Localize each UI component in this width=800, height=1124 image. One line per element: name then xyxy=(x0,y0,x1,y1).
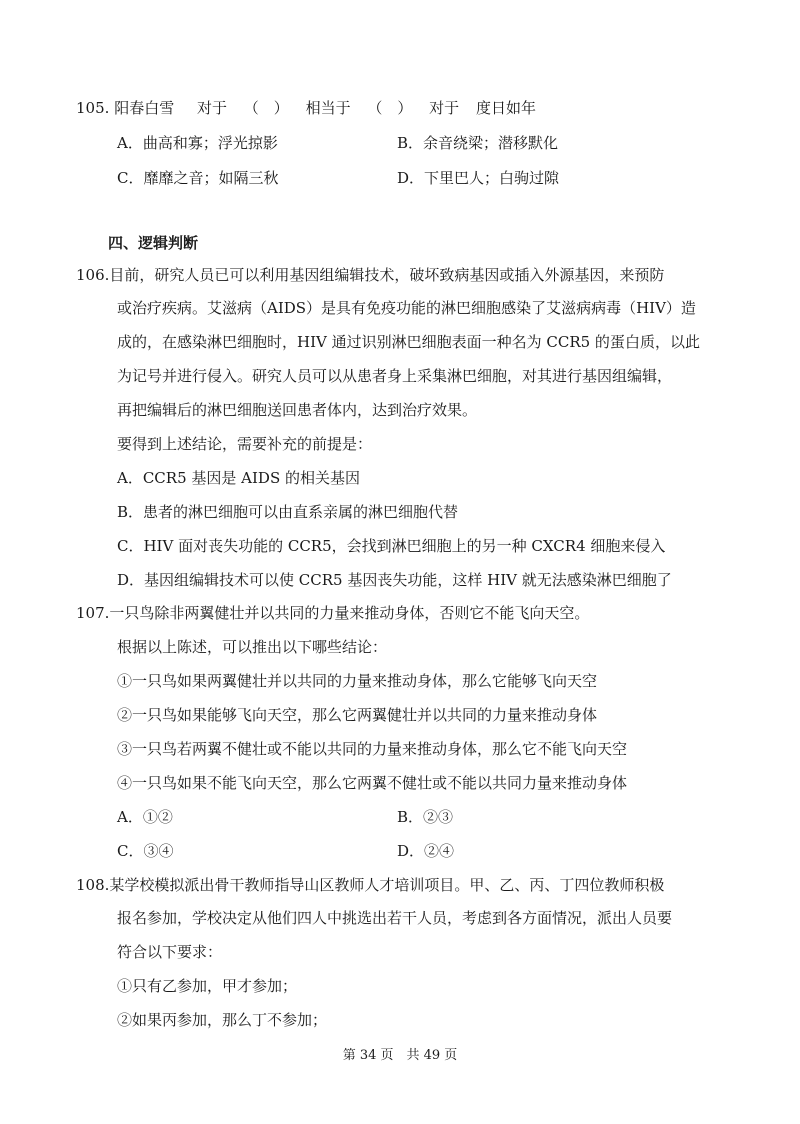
analogy-blank: （ ） xyxy=(367,99,413,117)
option-a: A．①② xyxy=(117,808,173,826)
analogy-connector: 对于 xyxy=(429,99,460,117)
option-b: B．②③ xyxy=(397,808,454,826)
option-d: D．基因组编辑技术可以使 CCR5 基因丧失功能，这样 HIV 就无法感染淋巴细胞了 xyxy=(117,571,672,589)
analogy-blank: （ ） xyxy=(243,99,289,117)
question-number: 108. xyxy=(76,876,110,894)
condition-2: ②如果丙参加，那么丁不参加； xyxy=(117,1011,328,1029)
question-106-prompt: 要得到上述结论，需要补充的前提是： xyxy=(117,435,373,453)
question-108-line-3: 符合以下要求： xyxy=(117,943,223,961)
option-d: D．下里巴人；白驹过隙 xyxy=(397,169,560,187)
option-b: B．余音绕梁；潜移默化 xyxy=(397,134,559,152)
analogy-term: 阳春白雪 xyxy=(114,99,175,117)
question-number: 107. xyxy=(76,604,110,622)
option-c: C．③④ xyxy=(117,842,174,860)
question-text: 目前，研究人员已可以利用基因组编辑技术，破坏致病基因或插入外源基因，来预防 xyxy=(109,266,665,284)
option-d: D．②④ xyxy=(397,842,455,860)
statement-1: ①一只鸟如果两翼健壮并以共同的力量来推动身体，那么它能够飞向天空 xyxy=(117,672,598,690)
condition-1: ①只有乙参加，甲才参加； xyxy=(117,977,298,995)
question-106-line-5: 再把编辑后的淋巴细胞送回患者体内，达到治疗效果。 xyxy=(117,401,478,419)
question-107-prompt: 根据以上陈述，可以推出以下哪些结论： xyxy=(117,638,388,656)
statement-2: ②一只鸟如果能够飞向天空，那么它两翼健壮并以共同的力量来推动身体 xyxy=(117,706,598,724)
question-107-stem xyxy=(76,602,589,624)
section-heading: 四、逻辑判断 xyxy=(108,234,199,252)
statement-3: ③一只鸟若两翼不健壮或不能以共同的力量来推动身体，那么它不能飞向天空 xyxy=(117,740,628,758)
statement-4: ④一只鸟如果不能飞向天空，那么它两翼不健壮或不能以共同力量来推动身体 xyxy=(117,774,628,792)
question-106-line-2: 或治疗疾病。艾滋病（AIDS）是具有免疫功能的淋巴细胞感染了艾滋病病毒（HIV）造 xyxy=(117,299,696,317)
option-a: A．CCR5 基因是 AIDS 的相关基因 xyxy=(117,469,360,487)
option-c: C．靡靡之音；如隔三秋 xyxy=(117,169,279,187)
analogy-term: 度日如年 xyxy=(475,99,536,117)
question-number: 106. xyxy=(76,266,110,284)
page-footer: 第 34 页 共 49 页 xyxy=(342,1048,458,1063)
option-a: A．曲高和寡；浮光掠影 xyxy=(117,134,278,152)
option-c: C．HIV 面对丧失功能的 CCR5，会找到淋巴细胞上的另一种 CXCR4 细胞来侵入 xyxy=(117,537,666,555)
question-106-line-1 xyxy=(76,264,664,286)
question-108-line-1 xyxy=(76,874,664,896)
question-text: 某学校模拟派出骨干教师指导山区教师人才培训项目。甲、乙、丙、丁四位教师积极 xyxy=(109,876,665,894)
analogy-connector: 对于 xyxy=(196,99,227,117)
question-106-line-4: 为记号并进行侵入。研究人员可以从患者身上采集淋巴细胞，对其进行基因组编辑， xyxy=(117,367,673,385)
analogy-connector: 相当于 xyxy=(305,99,351,117)
question-106-line-3: 成的，在感染淋巴细胞时，HIV 通过识别淋巴细胞表面一种名为 CCR5 的蛋白质，以此 xyxy=(117,333,700,351)
option-b: B．患者的淋巴细胞可以由直系亲属的淋巴细胞代替 xyxy=(117,503,459,521)
question-105-stem xyxy=(76,97,536,119)
question-108-line-2: 报名参加，学校决定从他们四人中挑选出若干人员，考虑到各方面情况，派出人员要 xyxy=(117,909,673,927)
question-number: 105. xyxy=(76,99,110,117)
question-text: 一只鸟除非两翼健壮并以共同的力量来推动身体，否则它不能飞向天空。 xyxy=(109,604,590,622)
